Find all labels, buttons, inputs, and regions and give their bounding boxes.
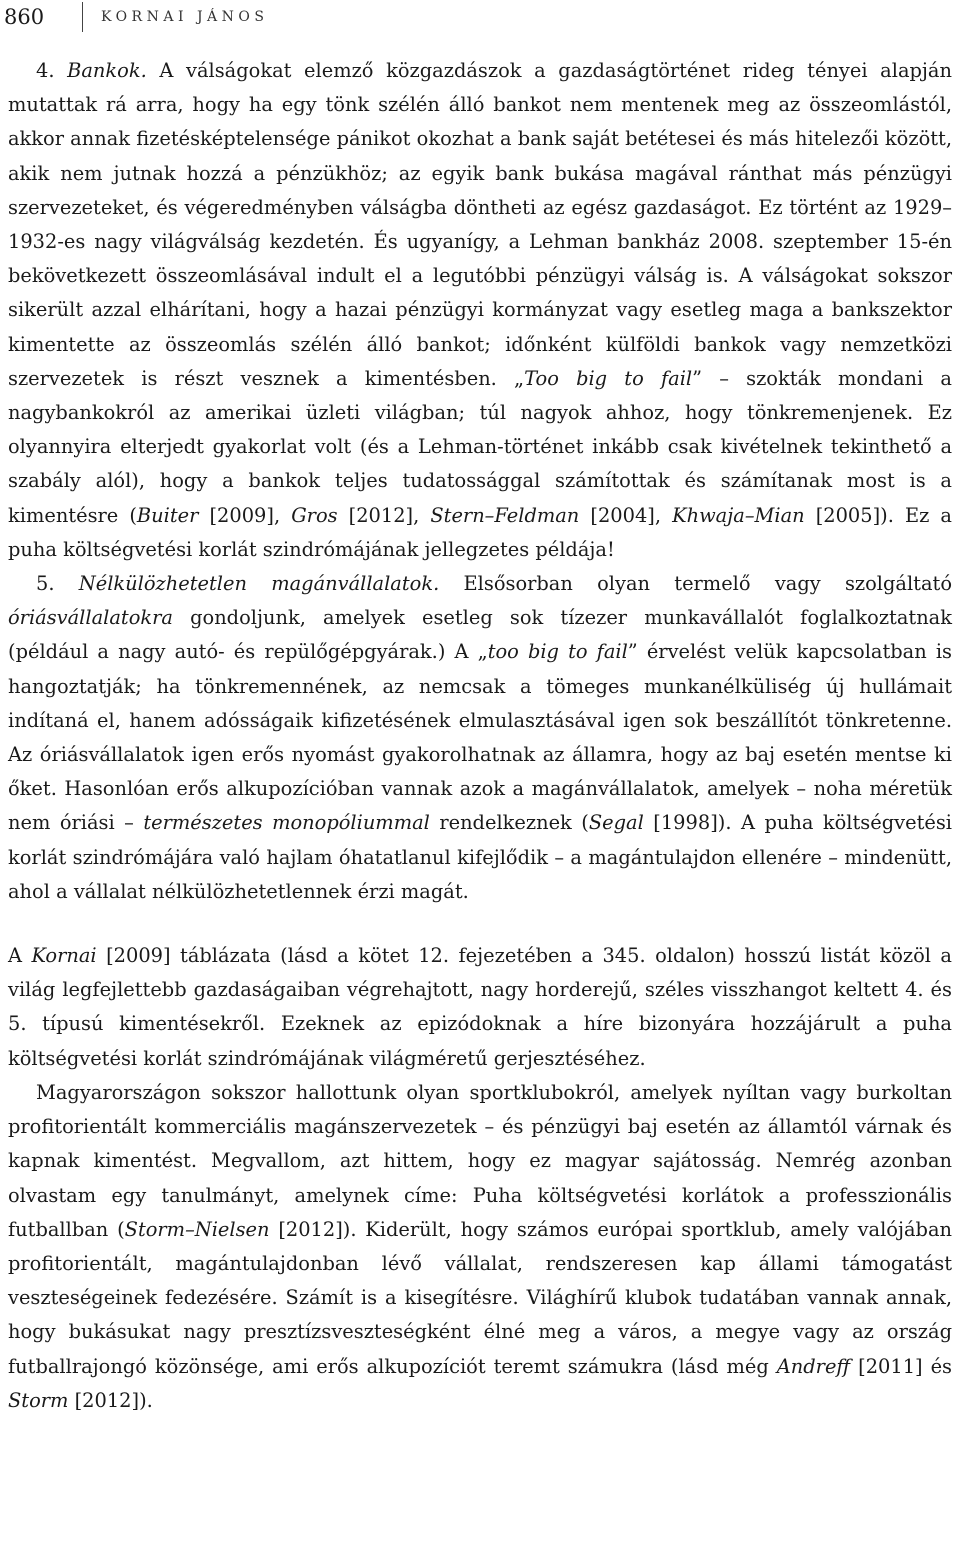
header-divider <box>82 2 83 32</box>
paragraph-kornai-table <box>8 939 952 1076</box>
text-run: 5. <box>36 572 79 596</box>
text-run: [2012]). Kiderült, hogy számos európai sportklub, amely valójában profitorientált, magántulajdonban lévő vállalat, rendszeresen kap állami támogatást veszteségeinek fedezésére. Számít is a kisegítésre. Világhírű klubok tudatában vannak annak, hogy bukásukat nagy presztízsveszteségként élné meg a város, a megye vagy az ország futballrajongó közönsége, ami erős alkupozíciót teremt számukra (lásd még <box>8 1217 952 1378</box>
text-run: Magyarországon sokszor hallottunk olyan sportklubokról, amelyek nyíltan vagy burkoltan profitorientált kommerciális magánszervezetek – és pénzügyi baj esetén az államtól várnak és kapnak kimentést. Megvallom, azt hittem, hogy ez magyar sajátosság. Nemrég azonban olvastam egy tanulmányt, amelynek címe: Puha költségvetési korlátok a professzionális futballban ( <box>8 1080 952 1241</box>
text-run: rendelkeznek ( <box>429 811 589 835</box>
text-run: gondoljunk, amelyek esetleg sok tízezer munkavállalót foglalkoztatnak (például a nagy autó- és repülőgépgyárak.) A „ <box>8 606 952 664</box>
italic-text-run: Bankok. <box>67 59 147 82</box>
italic-text-run: óriásvállalatokra <box>8 606 173 630</box>
italic-text-run: Andreff <box>776 1354 851 1378</box>
paragraph-banks <box>8 54 952 567</box>
text-run: A <box>8 944 32 968</box>
text-run: [2004], <box>579 503 673 527</box>
text-run: [2009] táblázata (lásd a kötet 12. fejezetében a 345. oldalon) hosszú listát közöl a világ legfejlettebb gazdaságaiban végrehajtott, nagy horderejű, széles visszhangot keltett 4. és 5. típusú kimentésekről. Ezeknek az epizódoknak a híre bizonyára hozzájárult a puha költségvetési korlát szindrómájának világméretű gerjesztéséhez. <box>8 944 952 1070</box>
text-run: ” – szokták mondani a nagybankokról az amerikai üzleti világban; túl nagyok ahhoz, hogy tönkremenjenek. Ez olyannyira elterjedt gyakorlat volt (és a Lehman-történet inkább csak kivételnek tekinthető a szabály alól), hogy a bankok teljes tudatossággal számítottak és számítanak most is a kimentésre ( <box>8 366 952 527</box>
paragraph-sport-clubs <box>8 1076 952 1418</box>
text-run: [2012], <box>337 503 431 527</box>
text-run: [1998]). A puha költségvetési korlát szindrómájára való hajlam óhatatlanul kifejlődik – a magántulajdon ellenére – mindenütt, ahol a vállalat nélkülözhetetlennek érzi magát. <box>8 811 952 903</box>
italic-text-run: Khwaja–Mian <box>672 503 805 527</box>
text-run: Elsősorban olyan termelő vagy szolgáltató <box>439 572 953 596</box>
italic-text-run: too big to fail <box>487 640 628 664</box>
text-run: [2009], <box>198 503 292 527</box>
italic-text-run: Nélkülözhetetlen magánvállalatok. <box>78 572 440 596</box>
running-header <box>0 2 268 32</box>
page-number: 860 <box>4 5 45 29</box>
paragraph-indispensable-firms <box>8 567 952 909</box>
body-text <box>8 54 952 1418</box>
italic-text-run: Too big to fail <box>524 366 693 390</box>
italic-text-run: Kornai <box>31 944 97 968</box>
italic-text-run: Storm <box>8 1388 69 1412</box>
italic-text-run: Buiter <box>136 503 199 527</box>
text-run: A válságokat elemző közgazdászok a gazdaságtörténet rideg tényei alapján mutattak rá arra, hogy ha egy tönk szélén álló bankot nem mentenek meg az összeomlástól, akkor annak fizetésképtelensége pánikot okozhat a bank saját betétesei és más hitelezői között, akik nem jutnak hozzá a pénzükhöz; az egyik bank bukása magával ránthat más pénzügyi szervezeteket, és végeredményben válságba döntheti az egész gazdaságot. Ez történt az 1929–1932-es nagy világválság kezdetén. És ugyanígy, a Lehman bankház 2008. szeptember 15-én bekövetkezett összeomlásával indult el a legutóbbi pénzügyi válság is. A válságokat sokszor sikerült azzal elhárítani, hogy a hazai pénzügyi kormányzat vagy esetleg maga a bankszektor kimentette az összeomlás szélén álló bankot; időnként külföldi bankok vagy nemzetközi szervezetek is részt vesznek a kimentésben. „ <box>8 59 952 390</box>
text-run: 4. <box>36 59 68 82</box>
text-run: [2011] és <box>850 1354 953 1378</box>
text-run: [2005]). Ez a puha költségvetési korlát szindrómájának jellegzetes példája! <box>8 503 952 561</box>
running-head-author: KORNAI JÁNOS <box>101 9 269 25</box>
text-run: ” érvelést velük kapcsolatban is hangoztatják; ha tönkremennének, az nemcsak a tömeges munkanélküliség új hullámait indítaná el, hanem adósságaik kifizetésének elmulasztásával igen sok beszállítót tönkretenne. Az óriásvállalatok igen erős nyomást gyakorolhatnak az államra, hogy az baj esetén mentse ki őket. Hasonlóan erős alkupozícióban vannak azok a magánvállalatok, amelyek – noha méretük nem óriási – <box>8 640 952 835</box>
italic-text-run: természetes monopóliummal <box>143 811 430 835</box>
italic-text-run: Stern–Feldman <box>430 503 580 527</box>
italic-text-run: Storm–Nielsen <box>124 1217 270 1241</box>
italic-text-run: Segal <box>588 811 644 835</box>
text-run: [2012]). <box>68 1388 153 1412</box>
italic-text-run: Gros <box>291 503 338 527</box>
